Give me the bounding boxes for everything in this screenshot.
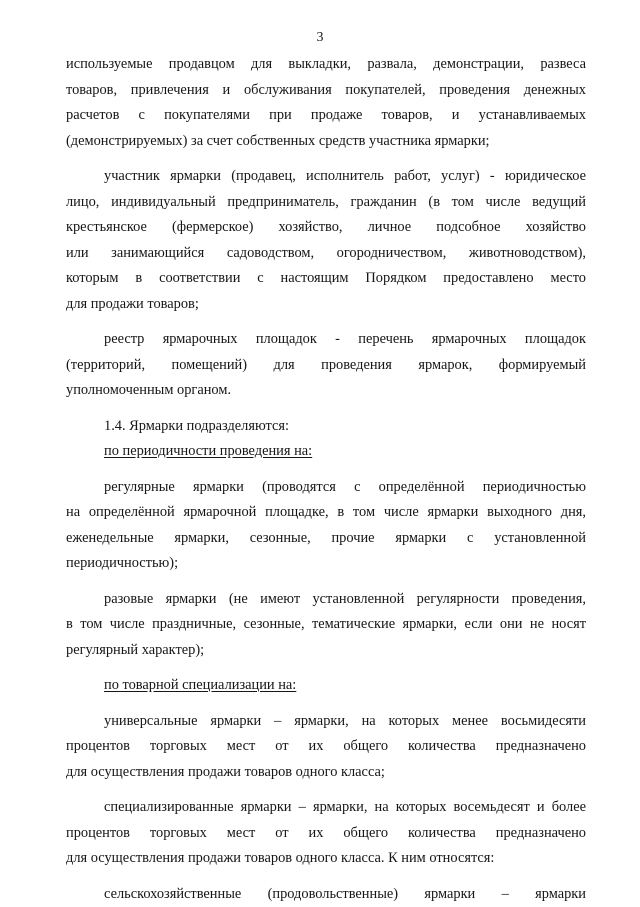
section-heading-1-4 [66, 414, 586, 440]
paragraph-universal-fairs [66, 709, 586, 786]
text-line: лицо, индивидуальный предприниматель, гражданин (в том числе ведущий [66, 190, 586, 216]
document-body [66, 52, 586, 907]
text-line: разовые ярмарки (не имеют установленной регулярности проведения, [66, 587, 586, 613]
paragraph-agricultural-fairs [66, 882, 586, 907]
paragraph-regular-fairs [66, 475, 586, 577]
page-number: 3 [0, 29, 640, 47]
text-line: процентов торговых мест от их общего количества предназначено [66, 734, 586, 760]
text-line: крестьянское (фермерское) хозяйство, личное подсобное хозяйство [66, 215, 586, 241]
subheading-by-periodicity [66, 439, 586, 465]
text-line: используемые продавцом для выкладки, развала, демонстрации, развеса [66, 52, 586, 78]
text-line: сельскохозяйственные (продовольственные) ярмарки – ярмарки [66, 882, 586, 907]
text-line: на определённой ярмарочной площадке, в том числе ярмарки выходного дня, [66, 500, 586, 526]
paragraph-one-time-fairs [66, 587, 586, 664]
subheading-by-specialization [66, 673, 586, 699]
text-line: участник ярмарки (продавец, исполнитель работ, услуг) - юридическое [66, 164, 586, 190]
text-line: периодичностью); [66, 551, 586, 577]
text-line: процентов торговых мест от их общего количества предназначено [66, 821, 586, 847]
text-line: по товарной специализации на: [104, 677, 296, 693]
paragraph-sales-equipment [66, 52, 586, 154]
text-line: реестр ярмарочных площадок - перечень ярмарочных площадок [66, 327, 586, 353]
text-line: регулярные ярмарки (проводятся с определённой периодичностью [66, 475, 586, 501]
text-line: еженедельные ярмарки, сезонные, прочие ярмарки с установленной [66, 526, 586, 552]
text-line: в том числе праздничные, сезонные, тематические ярмарки, если они не носят [66, 612, 586, 638]
text-line: для осуществления продажи товаров одного класса; [66, 760, 586, 786]
text-line: уполномоченным органом. [66, 378, 586, 404]
paragraph-fair-registry [66, 327, 586, 404]
paragraph-fair-participant [66, 164, 586, 317]
text-line: специализированные ярмарки – ярмарки, на которых восемьдесят и более [66, 795, 586, 821]
text-line: товаров, привлечения и обслуживания покупателей, проведения денежных [66, 78, 586, 104]
text-line: для осуществления продажи товаров одного класса. К ним относятся: [66, 846, 586, 872]
text-line: универсальные ярмарки – ярмарки, на которых менее восьмидесяти [66, 709, 586, 735]
text-line: для продажи товаров; [66, 292, 586, 318]
text-line: регулярный характер); [66, 638, 586, 664]
text-line: (демонстрируемых) за счет собственных средств участника ярмарки; [66, 129, 586, 155]
text-line: 1.4. Ярмарки подразделяются: [66, 414, 586, 440]
text-line: которым в соответствии с настоящим Порядком предоставлено место [66, 266, 586, 292]
text-line: по периодичности проведения на: [104, 443, 312, 459]
text-line: или занимающийся садоводством, огородничеством, животноводством), [66, 241, 586, 267]
paragraph-specialized-fairs [66, 795, 586, 872]
text-line: расчетов с покупателями при продаже товаров, и устанавливаемых [66, 103, 586, 129]
text-line: (территорий, помещений) для проведения ярмарок, формируемый [66, 353, 586, 379]
